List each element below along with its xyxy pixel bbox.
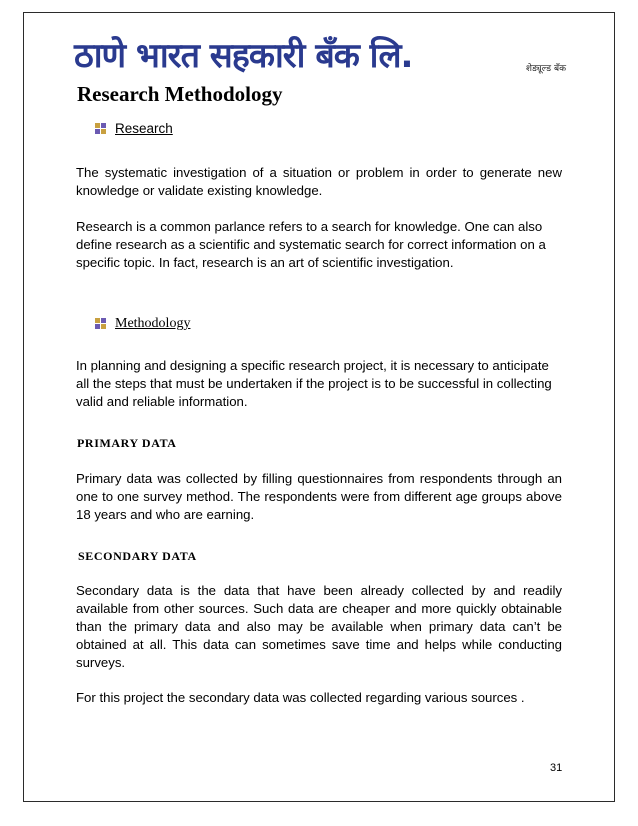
bullet-icon — [95, 123, 107, 135]
research-heading: Research — [115, 121, 173, 136]
bullet-icon — [95, 318, 107, 330]
bank-logo — [72, 34, 572, 78]
research-paragraph-2: Research is a common parlance refers to a search for knowledge. One can also define research as a scientific and systematic search for correct information on a specific topic. In fact, research is an art of scientific investigation. — [76, 219, 546, 270]
secondary-data-paragraph-1: Secondary data is the data that have been already collected by and readily available from other sources. Such data are cheaper and more quickly obtainable than the primary data and also may be available when primary data can’t be obtained at all. This data can sometimes save time and helps while conducting surveys. — [76, 583, 562, 670]
bullet-research — [95, 121, 173, 136]
page-number: 31 — [550, 762, 563, 774]
bullet-methodology — [95, 316, 190, 332]
secondary-data-heading: SECONDARY DATA — [78, 549, 197, 563]
primary-data-paragraph: Primary data was collected by filling questionnaires from respondents through an one to one survey method. The respondents were from different age groups above 18 years and who are earning. — [76, 471, 562, 522]
methodology-paragraph: In planning and designing a specific research project, it is necessary to anticipate all the steps that must be undertaken if the project is to be successful in collecting valid and reliable information. — [76, 358, 552, 409]
secondary-data-paragraph-2: For this project the secondary data was collected regarding various sources . — [76, 690, 525, 705]
page-title: Research Methodology — [77, 82, 283, 106]
primary-data-heading: PRIMARY DATA — [77, 436, 177, 450]
bank-logo-subtext: शेड्यूल्ड बँक — [525, 64, 566, 74]
methodology-heading: Methodology — [115, 316, 191, 331]
bank-logo-text: ठाणे भारत सहकारी बँक लि. — [74, 36, 413, 76]
research-paragraph-1: The systematic investigation of a situation or problem in order to generate new knowledge or validate existing knowledge. — [76, 165, 562, 198]
